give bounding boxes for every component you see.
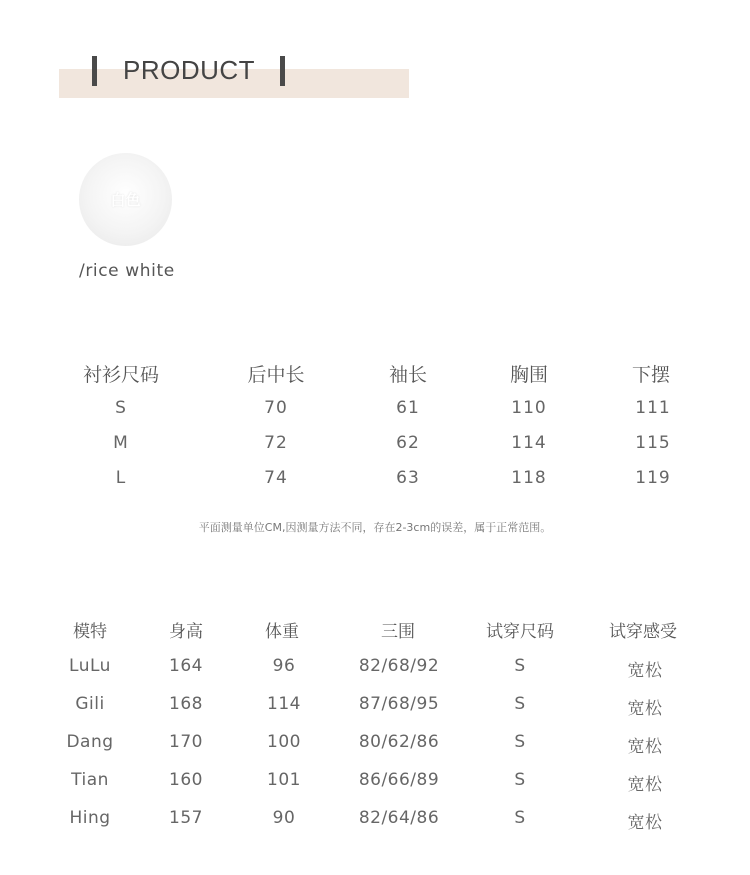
cell-measurements: 80/62/86 — [358, 732, 440, 752]
table-row — [0, 694, 750, 724]
column-header-height: 身高 — [169, 622, 203, 642]
cell-size: L — [115, 468, 127, 488]
cell-model: Hing — [69, 808, 111, 828]
model-table-header — [0, 617, 750, 647]
page-title: PRODUCT — [123, 55, 256, 85]
color-swatch[interactable] — [79, 153, 172, 246]
cell-chest: 118 — [511, 468, 547, 488]
cell-try-size: S — [514, 656, 526, 676]
cell-try-size: S — [514, 732, 526, 752]
cell-sleeve-length: 62 — [396, 433, 420, 453]
column-header-fit-feel: 试穿感受 — [609, 622, 677, 642]
cell-back-length: 72 — [264, 433, 288, 453]
cell-height: 170 — [169, 732, 203, 752]
cell-back-length: 74 — [264, 468, 288, 488]
table-row — [0, 398, 750, 428]
cell-measurements: 82/68/92 — [358, 656, 440, 676]
cell-weight: 114 — [267, 694, 301, 714]
cell-model: Gili — [75, 694, 105, 714]
cell-measurements: 87/68/95 — [358, 694, 440, 714]
title-bar-right — [280, 56, 285, 86]
column-header-weight: 体重 — [265, 622, 299, 642]
cell-model: Dang — [66, 732, 114, 752]
cell-weight: 90 — [272, 808, 296, 828]
column-header-sleeve-length: 袖长 — [388, 364, 428, 386]
cell-try-size: S — [514, 694, 526, 714]
cell-fit-feel: 宽松 — [627, 813, 663, 833]
cell-hem: 115 — [635, 433, 671, 453]
cell-try-size: S — [514, 808, 526, 828]
column-header-measurements: 三围 — [381, 622, 415, 642]
cell-weight: 101 — [267, 770, 301, 790]
column-header-shirt-size: 衬衫尺码 — [82, 364, 160, 386]
table-row — [0, 808, 750, 838]
cell-height: 164 — [169, 656, 203, 676]
table-row — [0, 433, 750, 463]
column-header-model: 模特 — [73, 622, 107, 642]
cell-model: Tian — [71, 770, 109, 790]
table-row — [0, 656, 750, 686]
cell-back-length: 70 — [264, 398, 288, 418]
cell-hem: 119 — [635, 468, 671, 488]
cell-height: 160 — [169, 770, 203, 790]
cell-height: 168 — [169, 694, 203, 714]
table-row — [0, 770, 750, 800]
color-name: /rice white — [79, 261, 175, 281]
cell-fit-feel: 宽松 — [627, 661, 663, 681]
color-swatch-label: 白色 — [110, 191, 141, 209]
cell-measurements: 86/66/89 — [358, 770, 440, 790]
cell-chest: 114 — [511, 433, 547, 453]
cell-weight: 96 — [272, 656, 296, 676]
title-bar-left — [92, 56, 97, 86]
cell-fit-feel: 宽松 — [627, 737, 663, 757]
cell-sleeve-length: 63 — [396, 468, 420, 488]
cell-weight: 100 — [267, 732, 301, 752]
cell-size: S — [115, 398, 127, 418]
column-header-chest: 胸围 — [509, 364, 549, 386]
column-header-back-length: 后中长 — [247, 364, 305, 386]
cell-sleeve-length: 61 — [396, 398, 420, 418]
cell-model: LuLu — [69, 656, 111, 676]
table-row — [0, 468, 750, 498]
cell-height: 157 — [169, 808, 203, 828]
cell-fit-feel: 宽松 — [627, 775, 663, 795]
measurement-note: 平面测量单位CM,因测量方法不同，存在2-3cm的误差，属于正常范围。 — [198, 521, 552, 534]
cell-chest: 110 — [511, 398, 547, 418]
cell-try-size: S — [514, 770, 526, 790]
cell-hem: 111 — [635, 398, 671, 418]
cell-fit-feel: 宽松 — [627, 699, 663, 719]
table-row — [0, 732, 750, 762]
column-header-try-size: 试穿尺码 — [486, 622, 554, 642]
cell-size: M — [113, 433, 129, 453]
cell-measurements: 82/64/86 — [358, 808, 440, 828]
size-table-header — [0, 360, 750, 390]
column-header-hem: 下摆 — [631, 364, 671, 386]
